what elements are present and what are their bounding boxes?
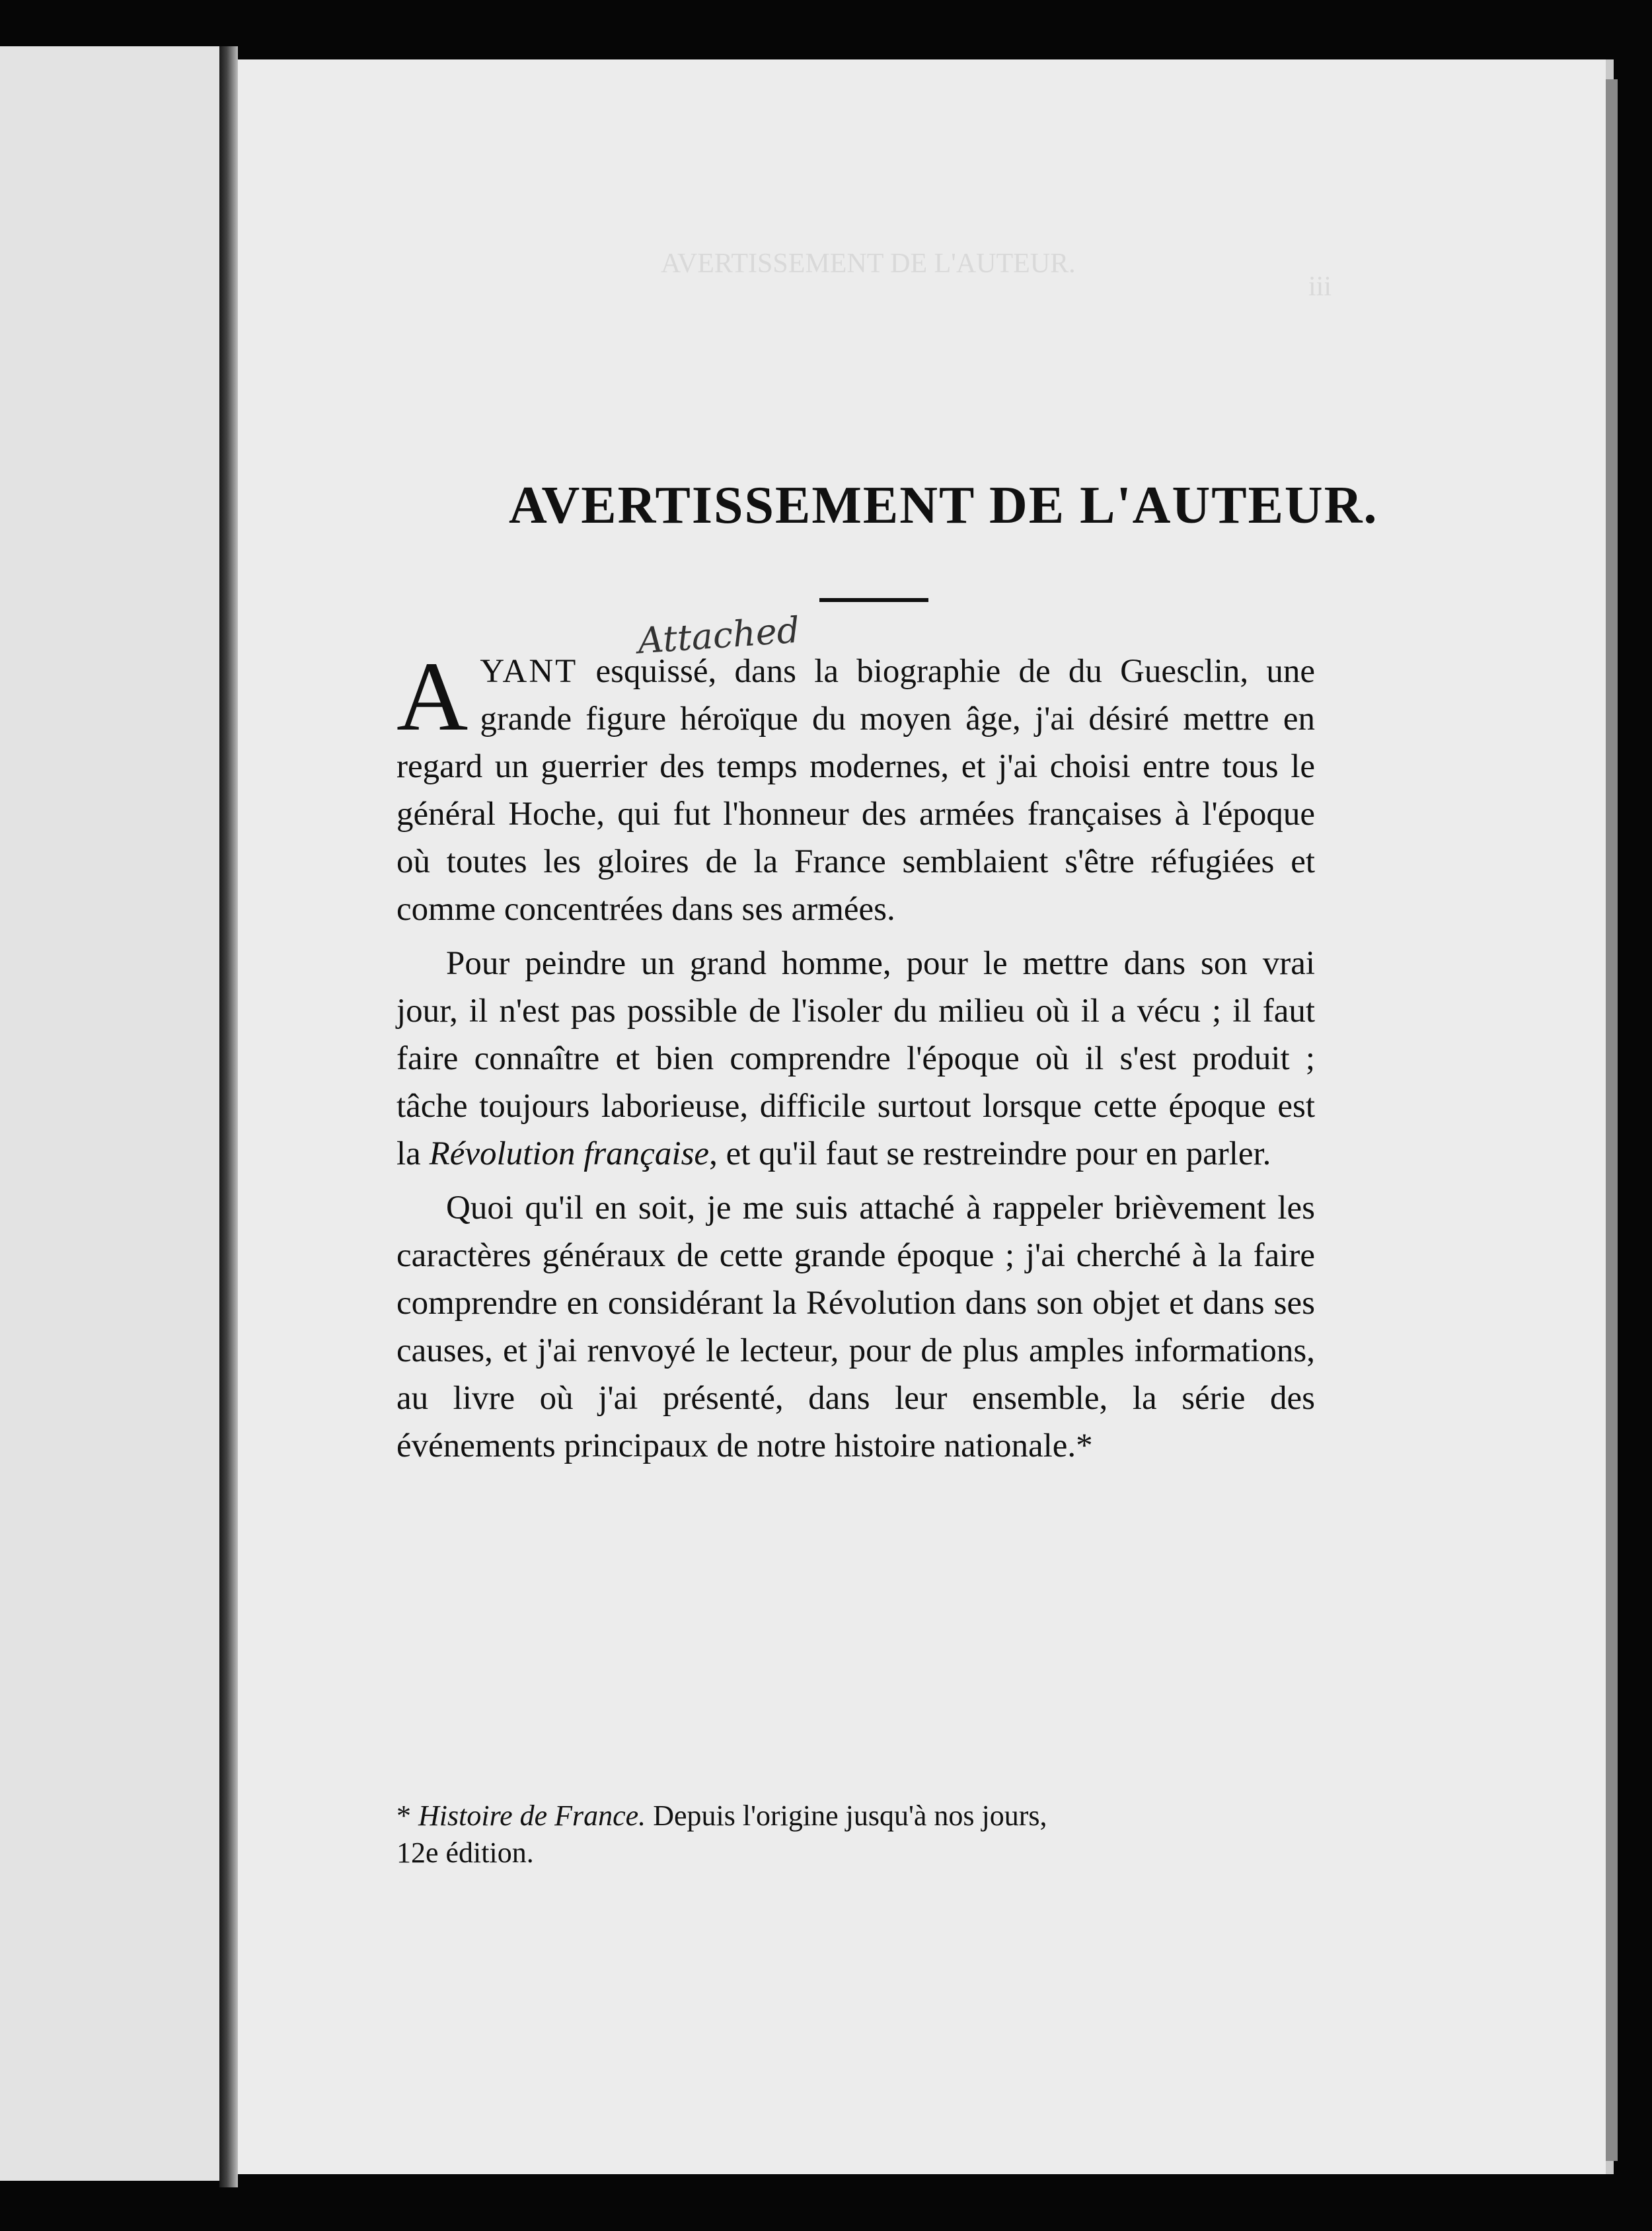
paragraph-2 <box>396 940 1315 1178</box>
page-edge-shadow <box>1606 79 1618 2161</box>
drop-cap: A <box>396 642 469 751</box>
book-gutter <box>219 46 238 2187</box>
footnote-line-1 <box>396 1797 1315 1834</box>
footnote-line-2: 12e édition. <box>396 1836 534 1869</box>
paragraph-3: Quoi qu'il en soit, je me suis attaché à rappeler brièvement les caractères généraux de cette grande époque ; j'ai cherché à la faire comprendre en considérant la Révolution dans son objet et dans ses causes, et j'ai renvoyé le lecteur, pour de plus amples informations, au livre où j'ai présenté, dans leur ensemble, la série des événements principaux de notre histoire nationale.* <box>396 1190 1315 1464</box>
previous-page-edge <box>0 46 225 2181</box>
paragraph-1 <box>396 642 1315 933</box>
paragraph-2-text-a: Pour peindre un grand homme, pour le mettre dans son vrai jour, il n'est pas possible de l'isoler du milieu où il a vécu ; il faut faire connaître et bien comprendre l'époque où il s'est produit ; tâche toujours laborieuse, difficile surtout lorsque cette époque est la <box>396 945 1315 1172</box>
opening-word: YANT <box>480 653 578 690</box>
paragraph-2-text-b: , et qu'il faut se restreindre pour en parler. <box>709 1135 1271 1172</box>
bleed-through-running-head: AVERTISSEMENT DE L'AUTEUR. <box>661 248 1076 279</box>
handwritten-annotation: Attached <box>636 609 802 662</box>
footnote-text: Depuis l'origine jusqu'à nos jours, <box>646 1799 1047 1832</box>
bleed-through-page-number: iii <box>1308 272 1332 302</box>
paragraph-2-italic: Révolution française <box>429 1135 710 1172</box>
footnote-marker: * <box>396 1799 411 1832</box>
page-title: AVERTISSEMENT DE L'AUTEUR. <box>509 476 1378 535</box>
body-text <box>396 642 1315 1476</box>
paragraph-1-text: esquissé, dans la biographie de du Guesclin, une grande figure héroïque du moyen âge, j'ai désiré mettre en regard un guerrier des temps modernes, et j'ai choisi entre tous le général Hoche, qui fut l'honneur des armées françaises à l'époque où toutes les gloires de la France semblaient s'être réfugiées et comme concentrées dans ses armées. <box>396 653 1315 928</box>
footnote-title: Histoire de France. <box>418 1799 646 1832</box>
title-rule <box>819 598 928 602</box>
footnote <box>396 1797 1315 1872</box>
